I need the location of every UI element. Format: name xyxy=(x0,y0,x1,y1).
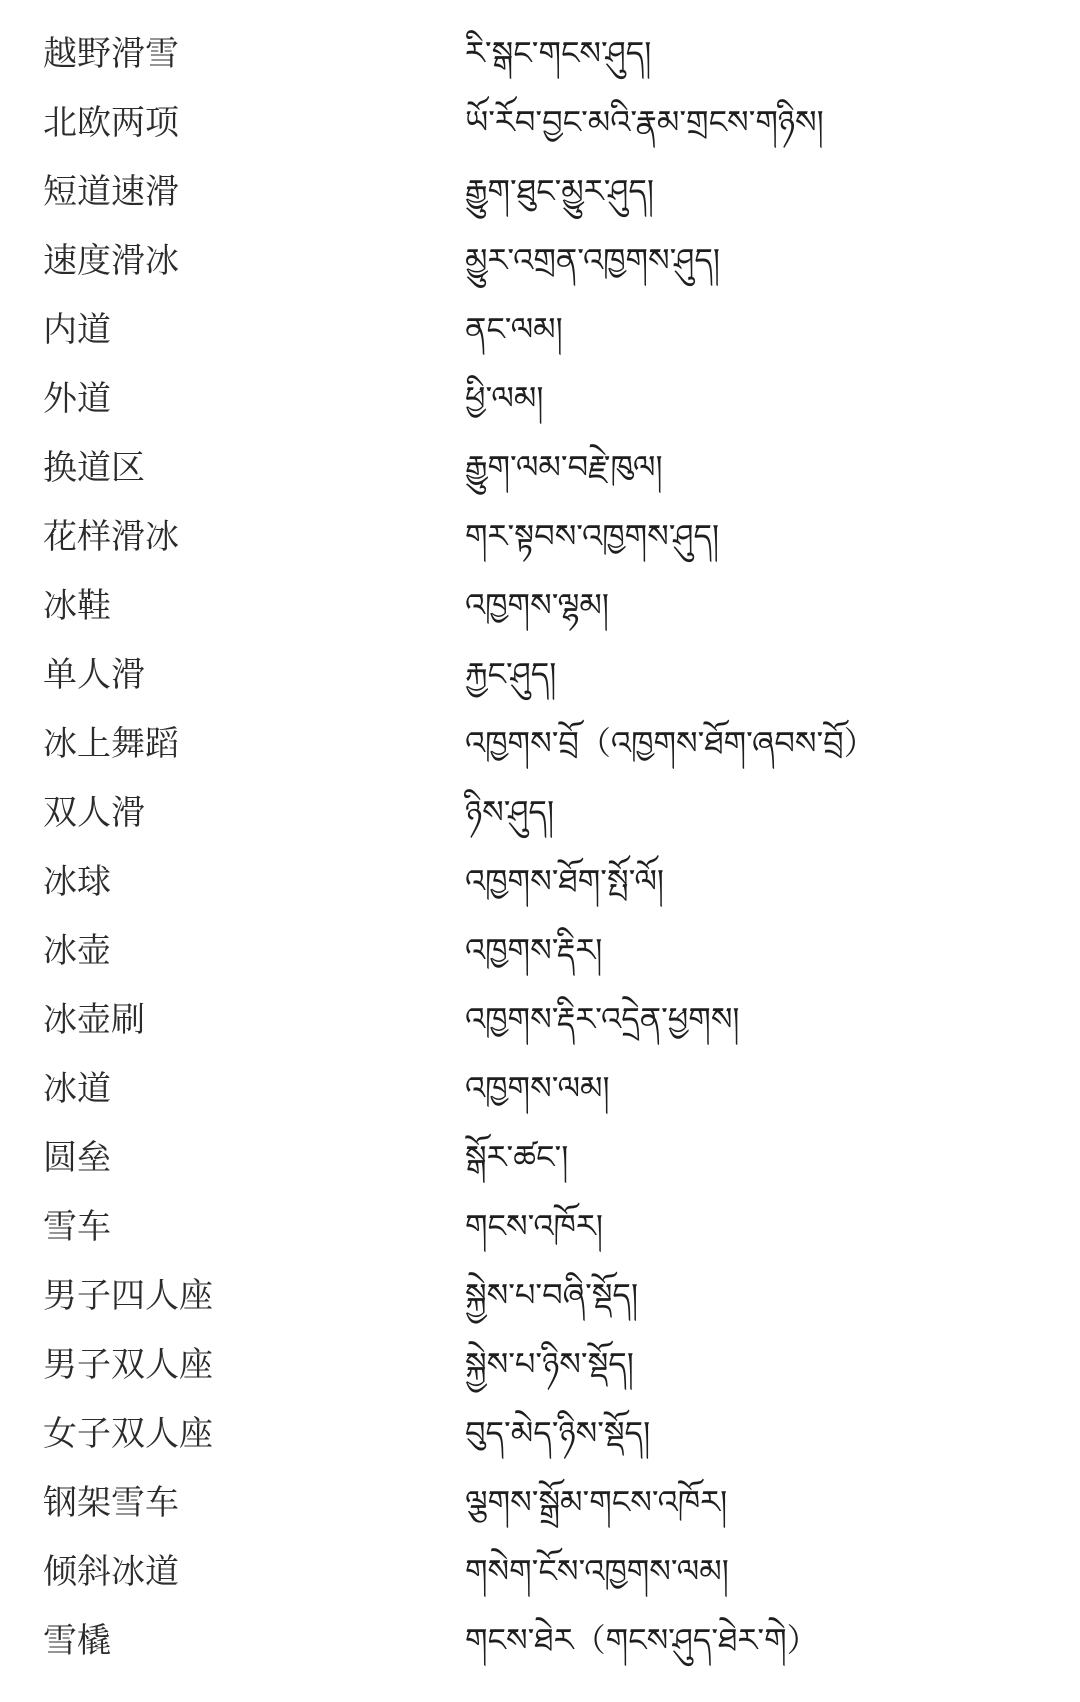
glossary-row xyxy=(0,779,1080,848)
chinese-term: 短道速滑 xyxy=(43,172,179,212)
tibetan-term: རྒྱུག་ཐུང་མྱུར་ཤུད། xyxy=(465,172,655,210)
glossary-row xyxy=(0,365,1080,434)
tibetan-term: འཁྱགས་རྡིར་འདྲེན་ཕྱགས། xyxy=(465,1000,740,1038)
chinese-term: 男子双人座 xyxy=(43,1345,213,1385)
tibetan-term: སྐྱེས་པ་བཞི་སྡོད། xyxy=(465,1276,639,1314)
tibetan-term: རི་སྒང་གངས་ཤུད། xyxy=(465,34,652,72)
tibetan-term: ཕྱི་ལམ། xyxy=(465,379,544,417)
glossary-row xyxy=(0,1469,1080,1538)
glossary-row xyxy=(0,1262,1080,1331)
chinese-term: 北欧两项 xyxy=(43,103,179,143)
chinese-term: 冰球 xyxy=(43,862,111,902)
glossary-row xyxy=(0,1607,1080,1676)
chinese-term: 单人滑 xyxy=(43,655,145,695)
glossary-row xyxy=(0,20,1080,89)
glossary-row xyxy=(0,227,1080,296)
tibetan-term: ཉིས་ཤུད། xyxy=(465,793,555,831)
tibetan-term: གར་སྟབས་འཁྱགས་ཤུད། xyxy=(465,517,720,555)
chinese-term: 钢架雪车 xyxy=(43,1483,179,1523)
tibetan-term: འཁྱགས་བྲོ（འཁྱགས་ཐོག་ཞབས་བྲོ） xyxy=(465,724,876,762)
glossary-row xyxy=(0,572,1080,641)
glossary-row xyxy=(0,89,1080,158)
chinese-term: 雪车 xyxy=(43,1207,111,1247)
chinese-term: 双人滑 xyxy=(43,793,145,833)
chinese-term: 内道 xyxy=(43,310,111,350)
glossary-row xyxy=(0,1193,1080,1262)
glossary-row xyxy=(0,434,1080,503)
tibetan-term: སྒོར་ཚང་། xyxy=(465,1138,569,1176)
chinese-term: 冰道 xyxy=(43,1069,111,1109)
glossary-row xyxy=(0,1538,1080,1607)
glossary-row xyxy=(0,1055,1080,1124)
tibetan-term: ལྕགས་སྒྲོམ་གངས་འཁོར། xyxy=(465,1483,728,1521)
glossary-row xyxy=(0,641,1080,710)
tibetan-term: མྱུར་འགྲན་འཁྱགས་ཤུད། xyxy=(465,241,720,279)
glossary-list xyxy=(0,20,1080,1676)
chinese-term: 冰鞋 xyxy=(43,586,111,626)
tibetan-term: འཁྱགས་ལྷམ། xyxy=(465,586,609,624)
tibetan-term: རྒྱུག་ལམ་བརྗེ་ཁུལ། xyxy=(465,448,663,486)
chinese-term: 冰壶刷 xyxy=(43,1000,145,1040)
tibetan-term: བུད་མེད་ཉིས་སྡོད། xyxy=(465,1414,651,1452)
glossary-row xyxy=(0,710,1080,779)
chinese-term: 换道区 xyxy=(43,448,145,488)
glossary-row xyxy=(0,503,1080,572)
glossary-row xyxy=(0,1400,1080,1469)
tibetan-term: གསེག་ངོས་འཁྱགས་ལམ། xyxy=(465,1552,729,1590)
tibetan-term: གངས་འཁོར། xyxy=(465,1207,603,1245)
tibetan-term: འཁྱགས་ལམ། xyxy=(465,1069,610,1107)
glossary-row xyxy=(0,848,1080,917)
glossary-row xyxy=(0,917,1080,986)
chinese-term: 圆垒 xyxy=(43,1138,111,1178)
tibetan-term: རྐྱང་ཤུད། xyxy=(465,655,557,693)
chinese-term: 外道 xyxy=(43,379,111,419)
glossary-row xyxy=(0,158,1080,227)
glossary-row xyxy=(0,296,1080,365)
tibetan-term: ཡོ་རོབ་བྱང་མའི་རྣམ་གྲངས་གཉིས། xyxy=(465,103,824,141)
chinese-term: 雪橇 xyxy=(43,1621,111,1661)
chinese-term: 越野滑雪 xyxy=(43,34,179,74)
chinese-term: 冰壶 xyxy=(43,931,111,971)
tibetan-term: ནང་ལམ། xyxy=(465,310,563,348)
chinese-term: 花样滑冰 xyxy=(43,517,179,557)
chinese-term: 冰上舞蹈 xyxy=(43,724,179,764)
glossary-row xyxy=(0,1331,1080,1400)
chinese-term: 倾斜冰道 xyxy=(43,1552,179,1592)
chinese-term: 男子四人座 xyxy=(43,1276,213,1316)
tibetan-term: འཁྱགས་རྡིར། xyxy=(465,931,603,969)
tibetan-term: སྐྱེས་པ་ཉིས་སྡོད། xyxy=(465,1345,634,1383)
glossary-row xyxy=(0,1124,1080,1193)
tibetan-term: གངས་ཐེར（གངས་ཤུད་ཐེར་གེ） xyxy=(465,1621,819,1659)
tibetan-term: འཁྱགས་ཐོག་སྤོ་ལོ། xyxy=(465,862,665,900)
chinese-term: 女子双人座 xyxy=(43,1414,213,1454)
glossary-row xyxy=(0,986,1080,1055)
chinese-term: 速度滑冰 xyxy=(43,241,179,281)
